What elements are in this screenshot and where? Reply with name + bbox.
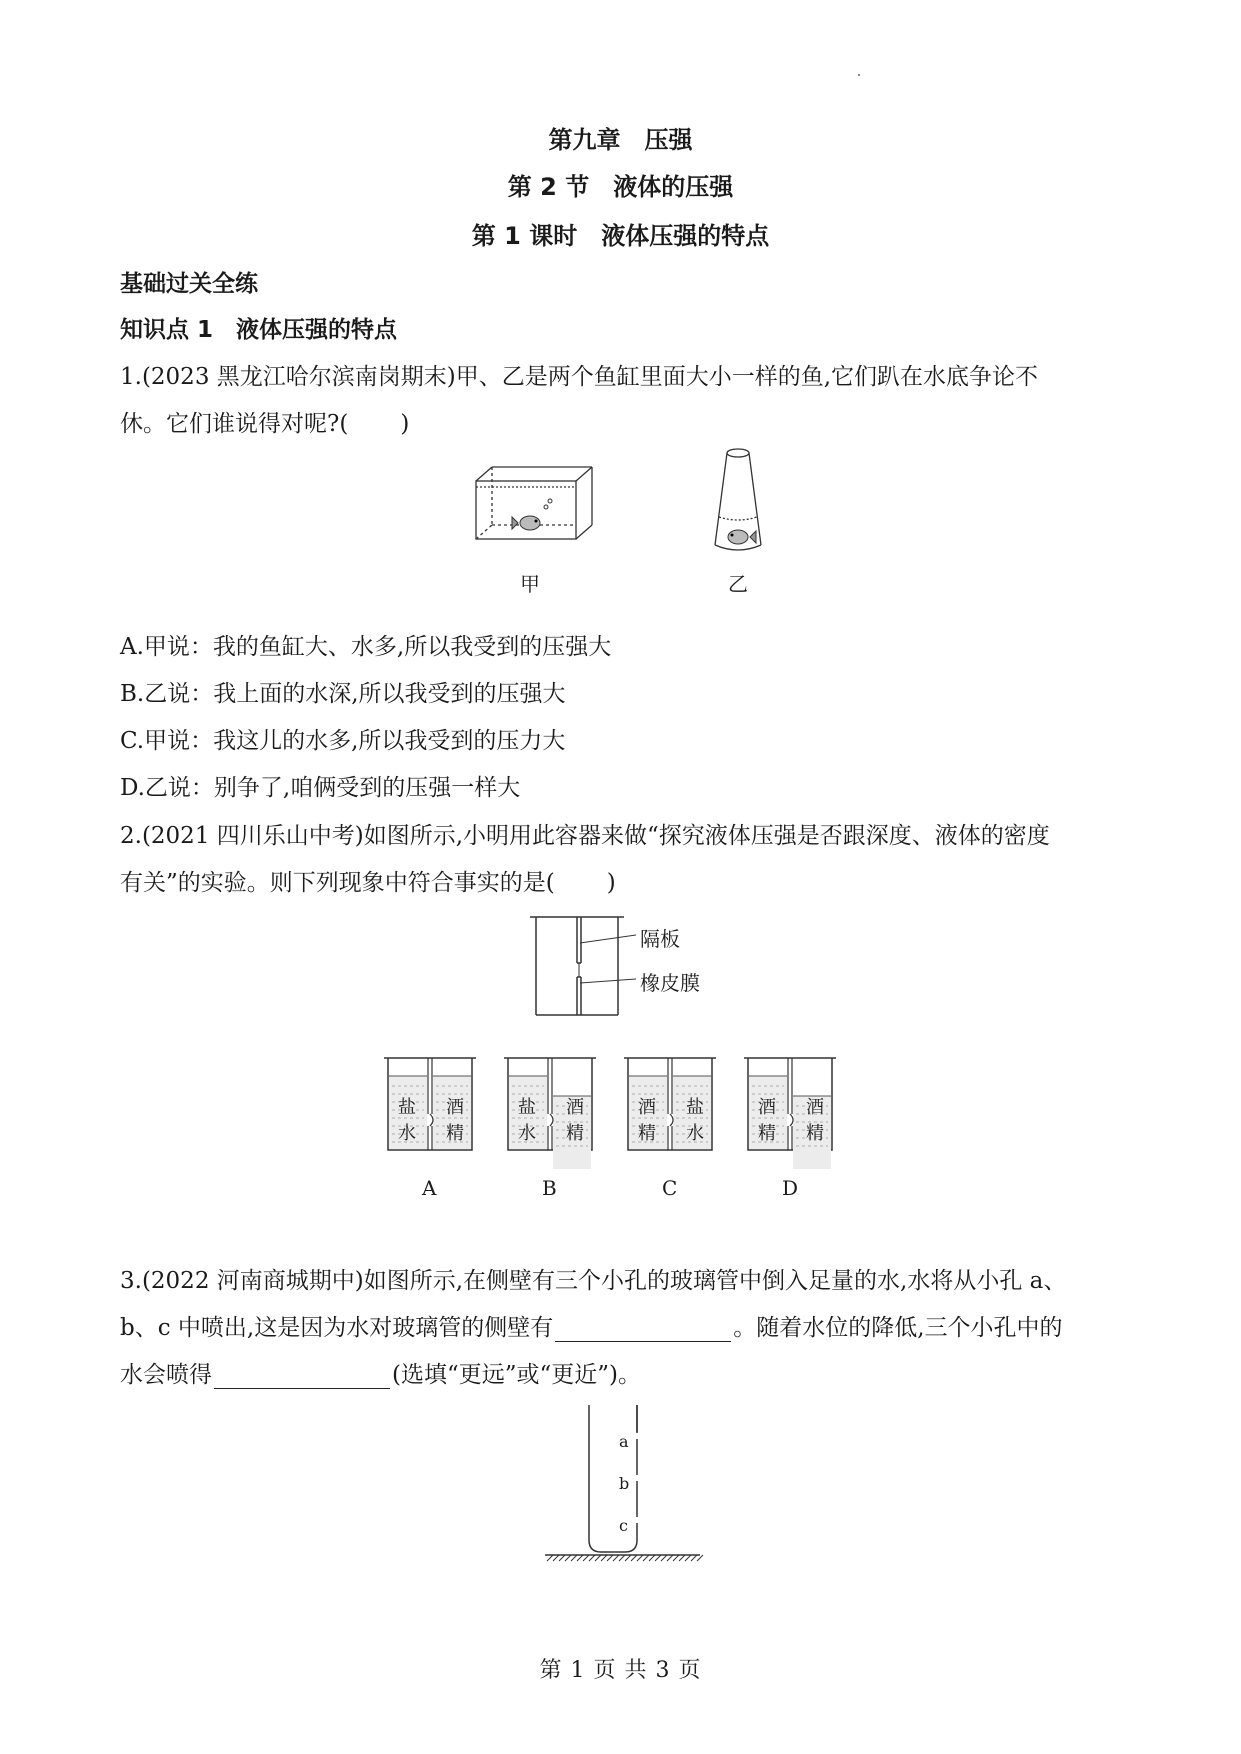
beaker-a-liquid-left-2: 水 (398, 1123, 416, 1144)
q1-paren-close: ) (400, 411, 410, 437)
beaker-c-letter[interactable]: C (662, 1176, 678, 1200)
q1-fig-label-jia: 甲 (520, 572, 540, 596)
hole-c-label: c (619, 1516, 628, 1535)
q1-line2 (120, 405, 409, 438)
q2-line1: 2.(2021 四川乐山中考)如图所示,小明用此容器来做“探究液体压强是否跟深度、液体的密度 (120, 823, 1050, 849)
lesson-title: 第 1 课时 液体压强的特点 (471, 222, 770, 250)
page-footer: 第 1 页 共 3 页 (539, 1658, 702, 1683)
q2-paren-close: ) (606, 870, 616, 896)
beaker-d-liquid-left-2: 精 (758, 1123, 776, 1144)
q1-stem-end: 休。它们谁说得对呢?( (120, 411, 349, 437)
chapter-title: 第九章 压强 (548, 126, 693, 154)
q2-beaker-options (384, 1050, 854, 1230)
label-partition: 隔板 (640, 927, 680, 951)
q1-option-c[interactable]: C.甲说：我这儿的水多,所以我受到的压力大 (120, 728, 566, 754)
q3-line2 (120, 1309, 1063, 1342)
section-title: 第 2 节 液体的压强 (507, 173, 734, 201)
beaker-a-liquid-right-1: 酒 (446, 1097, 464, 1118)
hole-a-label: a (619, 1432, 629, 1451)
label-membrane: 橡皮膜 (640, 971, 700, 995)
beaker-d-liquid-right-1: 酒 (806, 1097, 824, 1118)
q3-line3-text: 水会喷得 (120, 1362, 212, 1388)
q3-line1: 3.(2022 河南商城期中)如图所示,在侧壁有三个小孔的玻璃管中倒入足量的水,水将从小孔 a、 (120, 1268, 1067, 1294)
q2-stem-end: 有关”的实验。则下列现象中符合事实的是( (120, 870, 555, 896)
beaker-b-liquid-right-2: 精 (566, 1123, 584, 1144)
q1-figure-tanks (470, 445, 800, 565)
fish-yi-icon (728, 530, 756, 544)
beaker-a-liquid-right-2: 精 (446, 1123, 464, 1144)
beaker-b-letter[interactable]: B (542, 1176, 557, 1200)
beaker-c-liquid-right-1: 盐 (686, 1097, 704, 1118)
beaker-b-liquid-left-2: 水 (518, 1123, 536, 1144)
practice-heading: 基础过关全练 (120, 271, 258, 297)
scan-speck (858, 74, 860, 76)
q3-line3 (120, 1356, 641, 1389)
q1-option-b[interactable]: B.乙说：我上面的水深,所以我受到的压强大 (120, 681, 566, 707)
q3-blank-2[interactable] (214, 1364, 390, 1389)
beaker-c-liquid-left-1: 酒 (638, 1097, 656, 1118)
q3-line2-text: b、c 中喷出,这是因为水对玻璃管的侧壁有 (120, 1315, 554, 1341)
q3-line2-end: 。随着水位的降低,三个小孔中的 (733, 1315, 1063, 1341)
beaker-a-letter[interactable]: A (422, 1176, 437, 1200)
q3-blank-1[interactable] (555, 1317, 731, 1342)
beaker-d-liquid-left-1: 酒 (758, 1097, 776, 1118)
q1-fig-label-yi: 乙 (728, 572, 748, 596)
q1-option-d[interactable]: D.乙说：别争了,咱俩受到的压强一样大 (120, 775, 521, 801)
q1-option-a[interactable]: A.甲说：我的鱼缸大、水多,所以我受到的压强大 (120, 634, 612, 660)
beaker-b-liquid-left-1: 盐 (518, 1097, 536, 1118)
q1-line1: 1.(2023 黑龙江哈尔滨南岗期末)甲、乙是两个鱼缸里面大小一样的鱼,它们趴在水底争论不 (120, 364, 1039, 390)
q2-line2 (120, 864, 616, 897)
knowledge-point-heading: 知识点 1 液体压强的特点 (120, 317, 398, 343)
hole-b-label: b (619, 1474, 630, 1493)
beaker-d-liquid-right-2: 精 (806, 1123, 824, 1144)
beaker-c-liquid-left-2: 精 (638, 1123, 656, 1144)
beaker-c-liquid-right-2: 水 (686, 1123, 704, 1144)
q2-leader-lines (578, 925, 638, 995)
beaker-a-liquid-left-1: 盐 (398, 1097, 416, 1118)
q3-line3-end: (选填“更远”或“更近”)。 (392, 1362, 641, 1388)
beaker-b-liquid-right-1: 酒 (566, 1097, 584, 1118)
beaker-d-letter[interactable]: D (782, 1176, 799, 1200)
